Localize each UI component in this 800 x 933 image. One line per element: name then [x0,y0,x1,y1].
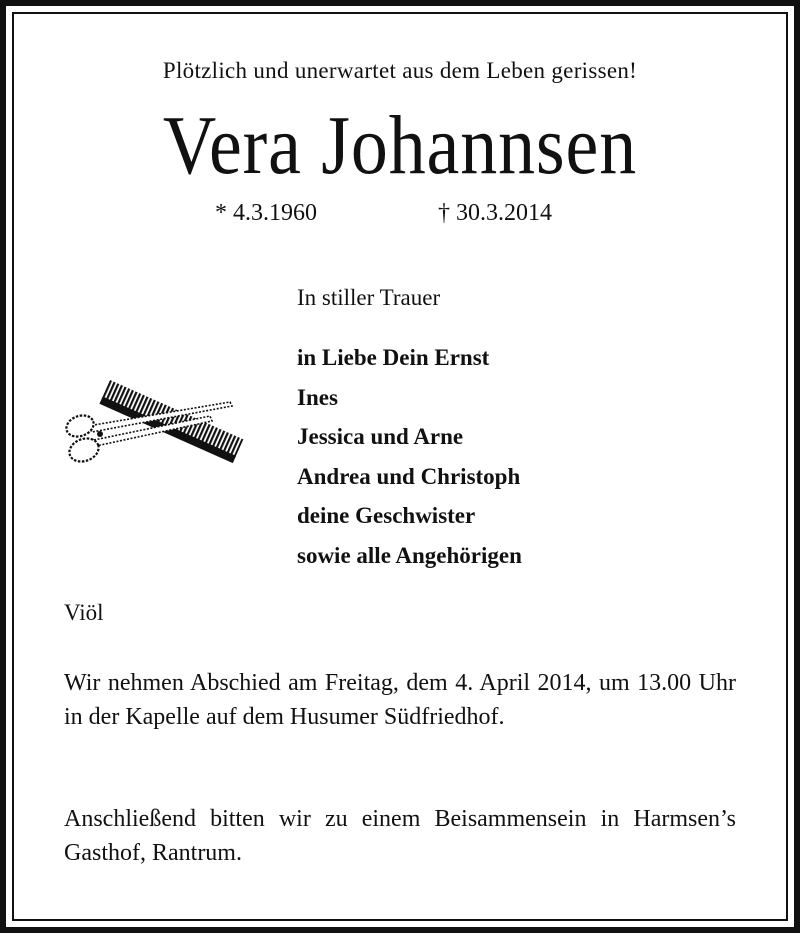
mourning-line: In stiller Trauer [297,285,441,310]
farewell-paragraph: Wir nehmen Abschied am Freitag, dem 4. April 2014, um 13.00 Uhr in der Kapelle auf dem Husumer Südfriedhof. [64,670,736,730]
mourner-item: Andrea und Christoph [297,463,521,489]
mourners-list [297,338,522,575]
intro-line: Plötzlich und unerwartet aus dem Leben gerissen! [162,58,638,83]
place-name: Viöl [64,600,104,625]
mourner-item: deine Geschwister [297,503,476,528]
death-date: † 30.3.2014 [438,200,552,226]
gathering-paragraph: Anschließend bitten wir zu einem Beisammensein in Harmsen’s Gasthof, Rantrum. [64,806,736,866]
deceased-name: Vera Johannsen [162,99,638,192]
mourner-item: in Liebe Dein Ernst [297,345,490,370]
birth-date: * 4.3.1960 [215,200,317,226]
scissors-and-comb-icon [60,368,250,468]
mourner-item: Ines [297,384,338,410]
mourner-item: sowie alle Angehörigen [297,542,522,568]
mourner-item: Jessica und Arne [297,424,464,449]
